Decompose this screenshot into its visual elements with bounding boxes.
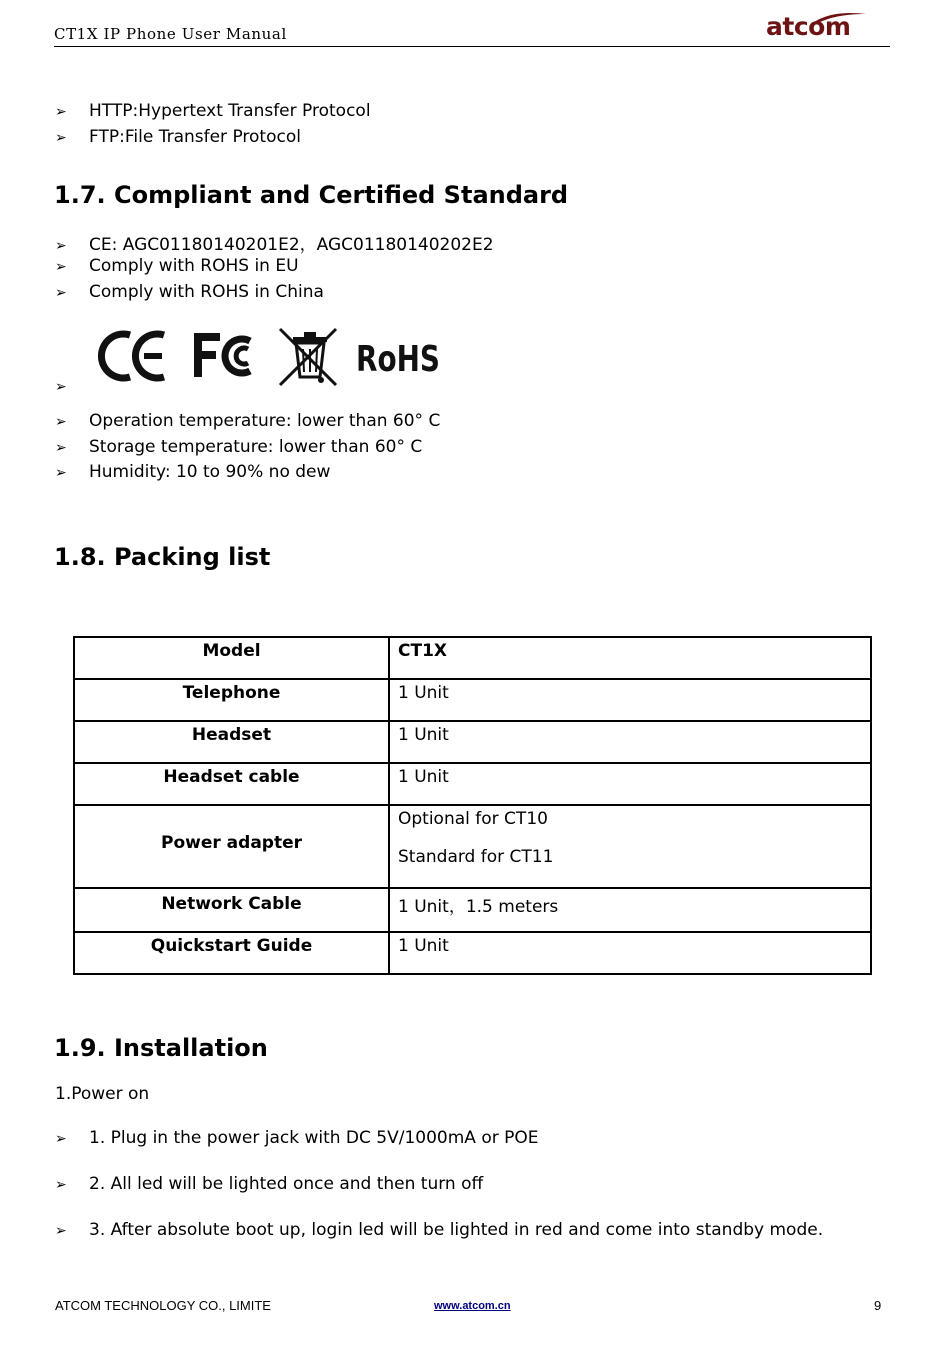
table-cell-value: 1 Unit (389, 763, 871, 805)
ce-mark-icon (101, 334, 164, 378)
table-cell-line: Standard for CT11 (398, 847, 554, 867)
footer-company: ATCOM TECHNOLOGY CO., LIMITE (55, 1298, 271, 1313)
list-item-text: 3. After absolute boot up, login led will be lighted in red and come into standby mode. (89, 1220, 824, 1240)
bullet-arrow-icon: ➢ (55, 1131, 67, 1147)
footer-website-link[interactable]: www.atcom.cn (434, 1300, 511, 1312)
table-cell-item: Headset cable (74, 763, 389, 805)
bullet-arrow-icon: ➢ (55, 130, 67, 146)
table-row (74, 805, 871, 888)
rohs-mark-icon: RoHS (356, 339, 440, 380)
list-item (55, 1174, 483, 1194)
bullet-arrow-icon: ➢ (55, 238, 67, 254)
table-cell-value: 1 Unit，1.5 meters (389, 888, 871, 932)
table-row (74, 679, 871, 721)
table-cell-value: 1 Unit (389, 932, 871, 974)
certification-logos (98, 325, 448, 387)
list-item-text: 2. All led will be lighted once and then turn off (89, 1174, 484, 1194)
list-item-text: FTP:File Transfer Protocol (89, 127, 301, 147)
list-item-text: Storage temperature: lower than 60° C (89, 437, 423, 457)
list-item-text: Comply with ROHS in China (89, 282, 324, 302)
table-cell-item: Power adapter (74, 805, 389, 888)
list-item-text: HTTP:Hypertext Transfer Protocol (89, 101, 371, 121)
table-row (74, 637, 871, 679)
list-item-text: Comply with ROHS in EU (89, 256, 299, 276)
table-row (74, 721, 871, 763)
table-cell-item: Telephone (74, 679, 389, 721)
table-cell-value: CT1X (389, 637, 871, 679)
table-row (74, 932, 871, 974)
header-rule (54, 46, 890, 47)
table-cell-item: Network Cable (74, 888, 389, 932)
list-item (55, 256, 299, 276)
table-cell-line: Optional for CT10 (398, 809, 548, 829)
bullet-arrow-icon: ➢ (55, 1223, 67, 1239)
table-cell-item: Model (74, 637, 389, 679)
bullet-arrow-icon: ➢ (55, 259, 67, 275)
installation-intro: 1.Power on (55, 1084, 150, 1104)
section-heading-packing-list: 1.8. Packing list (54, 543, 271, 571)
bullet-arrow-icon: ➢ (55, 104, 67, 120)
page-number: 9 (874, 1298, 882, 1313)
list-item (55, 376, 89, 396)
header-title: CT1X IP Phone User Manual (54, 25, 287, 43)
list-item (55, 437, 422, 457)
table-row (74, 888, 871, 932)
list-item (55, 1128, 539, 1148)
table-cell-value: 1 Unit (389, 721, 871, 763)
logo-swoosh-icon (810, 10, 868, 24)
table-cell-value (389, 805, 871, 888)
bullet-arrow-icon: ➢ (55, 379, 67, 395)
table-cell-item: Quickstart Guide (74, 932, 389, 974)
weee-bin-icon (280, 329, 336, 385)
bullet-arrow-icon: ➢ (55, 440, 67, 456)
fcc-mark-icon (198, 337, 250, 377)
atcom-logo: atcom (766, 12, 851, 41)
list-item-text: 1. Plug in the power jack with DC 5V/1000mA or POE (89, 1128, 539, 1148)
list-item-text: Humidity: 10 to 90% no dew (89, 462, 331, 482)
bullet-arrow-icon: ➢ (55, 285, 67, 301)
section-heading-compliance: 1.7. Compliant and Certified Standard (54, 181, 569, 209)
table-row (74, 763, 871, 805)
table-cell-value: 1 Unit (389, 679, 871, 721)
list-item-text: CE: AGC01180140201E2，AGC01180140202E2 (89, 235, 494, 255)
bullet-arrow-icon: ➢ (55, 414, 67, 430)
list-item (55, 127, 301, 147)
section-heading-installation: 1.9. Installation (54, 1034, 268, 1062)
list-item (55, 462, 330, 482)
list-item (55, 101, 371, 121)
bullet-arrow-icon: ➢ (55, 465, 67, 481)
list-item (55, 230, 494, 255)
bullet-arrow-icon: ➢ (55, 1177, 67, 1193)
list-item (55, 282, 324, 302)
table-cell-item: Headset (74, 721, 389, 763)
packing-list-table (73, 636, 872, 975)
list-item-text: Operation temperature: lower than 60° C (89, 411, 441, 431)
list-item (55, 411, 440, 431)
list-item (55, 1220, 823, 1240)
